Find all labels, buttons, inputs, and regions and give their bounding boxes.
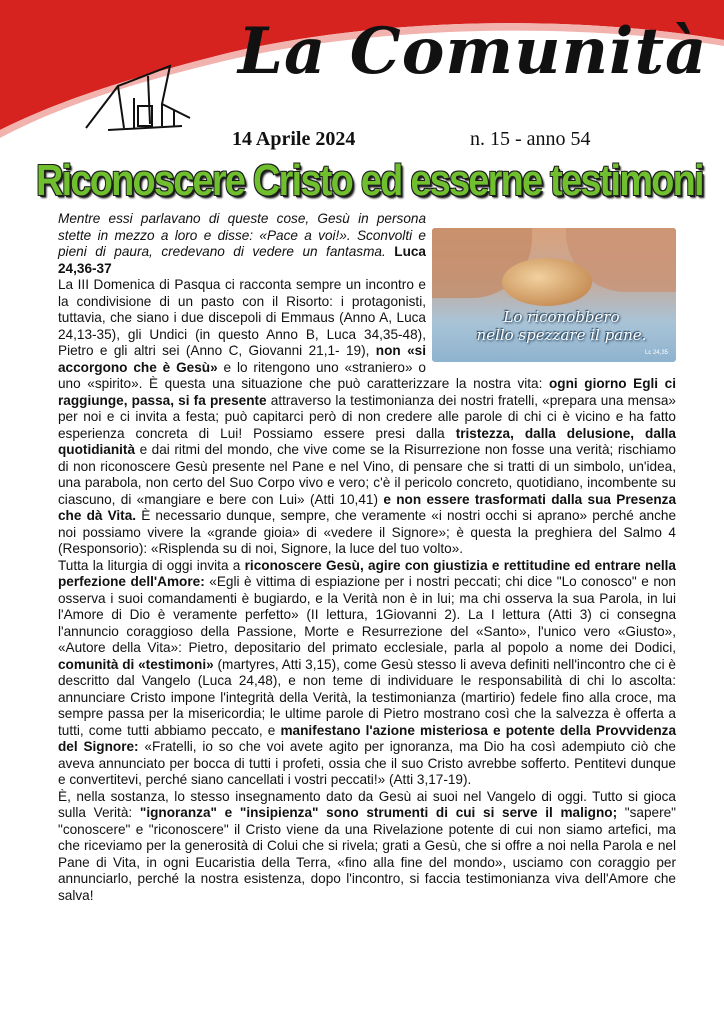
photo-cite: Lc 24,35 (644, 350, 668, 356)
p2-e: (martyres, Atti 3,15), come Gesù stesso li aveva definiti nell'incontro che ci è descritto dal Vangelo (Luca 24,48), e non teme di individuare le responsabilità di chi lo ascolta: annunciare Cristo impone l'integrità della Verità, la testimonianza (martirio) fedele fino alla croce, ma sempre passa per la misericordia; le ultime parole di Pietro mostrano così che la salvezza è offerta a tutti, come tutti abbiamo peccato, e (58, 656, 676, 738)
p3-c: "sapere" "conoscere" e "riconoscere" il Cristo viene da una Rivelazione potente di cui non siamo artefici, ma che riceviamo per la generosità di Colui che si rivela; grati a Gesù, che si offre a noi nella Parola e nel Pane di Vita, in ogni Eucaristia della Terra, «fino alla fine del mondo», usciamo con coraggio per annunciarlo, perché la nostra esistenza, dopo l'incontro, si faccia testimonianza viva dell'Amore che salva! (58, 805, 677, 903)
p1-c: e lo ritengono uno «straniero» o uno «spirito». È questa una situazione che può caratterizzare la nostra vita: (58, 359, 543, 391)
p2-g: «Fratelli, io so che voi avete agito per ignoranza, ma Dio ha così adempiuto ciò che aveva annunciato per bocca di tutti i profeti, ossia che il suo Cristo avrebbe sofferto. Pentitevi dunque e convertitevi, perché siano cancellati i vostri peccati!» (Atti 3,17-19). (58, 739, 676, 787)
p2-b: riconoscere Gesù, agire con giustizia e rettitudine ed entrare nella perfezione dell'Amore: (58, 557, 676, 589)
photo-float-spacer (426, 211, 676, 363)
p3-b: "ignoranza" e "insipienza" sono strumenti di cui si serve il maligno; (139, 805, 618, 820)
p1-e: attraverso la testimonianza dei nostri fratelli, «prepara una mensa» per noi e ci invita a festa; può capitarci però di non credere alle parole di chi ci è vicino e ha fatto esperienza concreta di Lui! Possiamo essere presi dalla (58, 392, 676, 441)
p1-i: È necessario dunque, sempre, che veramente «i nostri occhi si aprano» perché anche noi possiamo vivere la «grande gioia» di «vedere il Signore»; è questa la preghiera del Salmo 4 (Responsorio): «Risplenda su di noi, Signore, la luce del tuo volto». (58, 508, 677, 556)
photo-caption-line-1: Lo riconobbero (503, 308, 620, 326)
p2-d: comunità di «testimoni» (58, 656, 214, 672)
p2-c: «Egli è vittima di espiazione per i nostri peccati; chi dice "Lo conosco" e non osserva i suoi comandamenti è bugiardo, e la Verità non è in lui; ma chi osserva la sua Parola, in lui l'Amore di Dio è veramente perfetto» (II lettura, 1Giovanni 2). La I lettura (Atti 3) ci consegna l'annuncio coraggioso della Passione, Morte e Resurrezione del «Santo», l'unico vero «Giusto», «Autore della Vita»: Pietro, depositario del primato ecclesiale, parla al popolo a nome dei Dodici, (58, 574, 676, 655)
paragraph-3 (58, 789, 676, 905)
paragraph-2 (58, 558, 676, 789)
p2-a: Tutta la liturgia di oggi invita a (58, 557, 241, 573)
headline: Riconoscere Cristo ed esserne testimoni (36, 156, 703, 205)
quote-reference: Luca 24,36-37 (58, 244, 426, 276)
p2-f: manifestano l'azione misteriosa e potente della Provvidenza del Signore: (58, 722, 677, 754)
p1-d: ogni giorno Egli ci raggiunge, passa, si fa presente (58, 376, 676, 408)
photo-caption-line-2: nello spezzare il pane. (476, 326, 647, 344)
article-body (58, 211, 676, 904)
p1-h: e non essere trasformati dalla sua Presenza che dà Vita. (58, 491, 677, 523)
p3-a: È, nella sostanza, lo stesso insegnamento dato da Gesù ai suoi nel Vangelo di oggi. Tutto si gioca sulla Verità: (58, 788, 676, 820)
masthead-title: La Comunità (238, 14, 708, 89)
issue-number: n. 15 - anno 54 (470, 128, 591, 150)
quote-text: Mentre essi parlavano di queste cose, Gesù in persona stette in mezzo a loro e disse: «Pace a voi!». Sconvolti e pieni di paura, credevano di vedere un fantasma. (58, 211, 426, 259)
p1-g: e dai ritmi del mondo, che vive come se la Risurrezione non fosse una verità; rischiamo di non riconoscere Gesù presente nel Pane e nel Vino, di pensare che si tratti di un simbolo, un'idea, una parabola, non certo del Suo Corpo vivo e vero; c'è il pericolo concreto, quotidiano, incombente su ciascuno, di «mangiare e bere con Lui» (Atti 10,41) (58, 442, 676, 507)
church-logo (78, 58, 198, 146)
p1-b: non «si accorgono che è Gesù» (58, 343, 426, 375)
p1-f: tristezza, dalla delusione, dalla quotidianità (58, 425, 676, 457)
p1-a: La III Domenica di Pasqua ci racconta sempre un incontro e la condivisione di un pasto con il Risorto: i protagonisti, tuttavia, che siano i due discepoli di Emmaus (Anno A, Luca 24,13-35), gli Undici (in questo Anno B, Luca 34,35-48), Pietro e gli altri sei (Anno C, Giovanni 21,1- 19), (58, 277, 426, 358)
issue-date: 14 Aprile 2024 (232, 128, 356, 150)
